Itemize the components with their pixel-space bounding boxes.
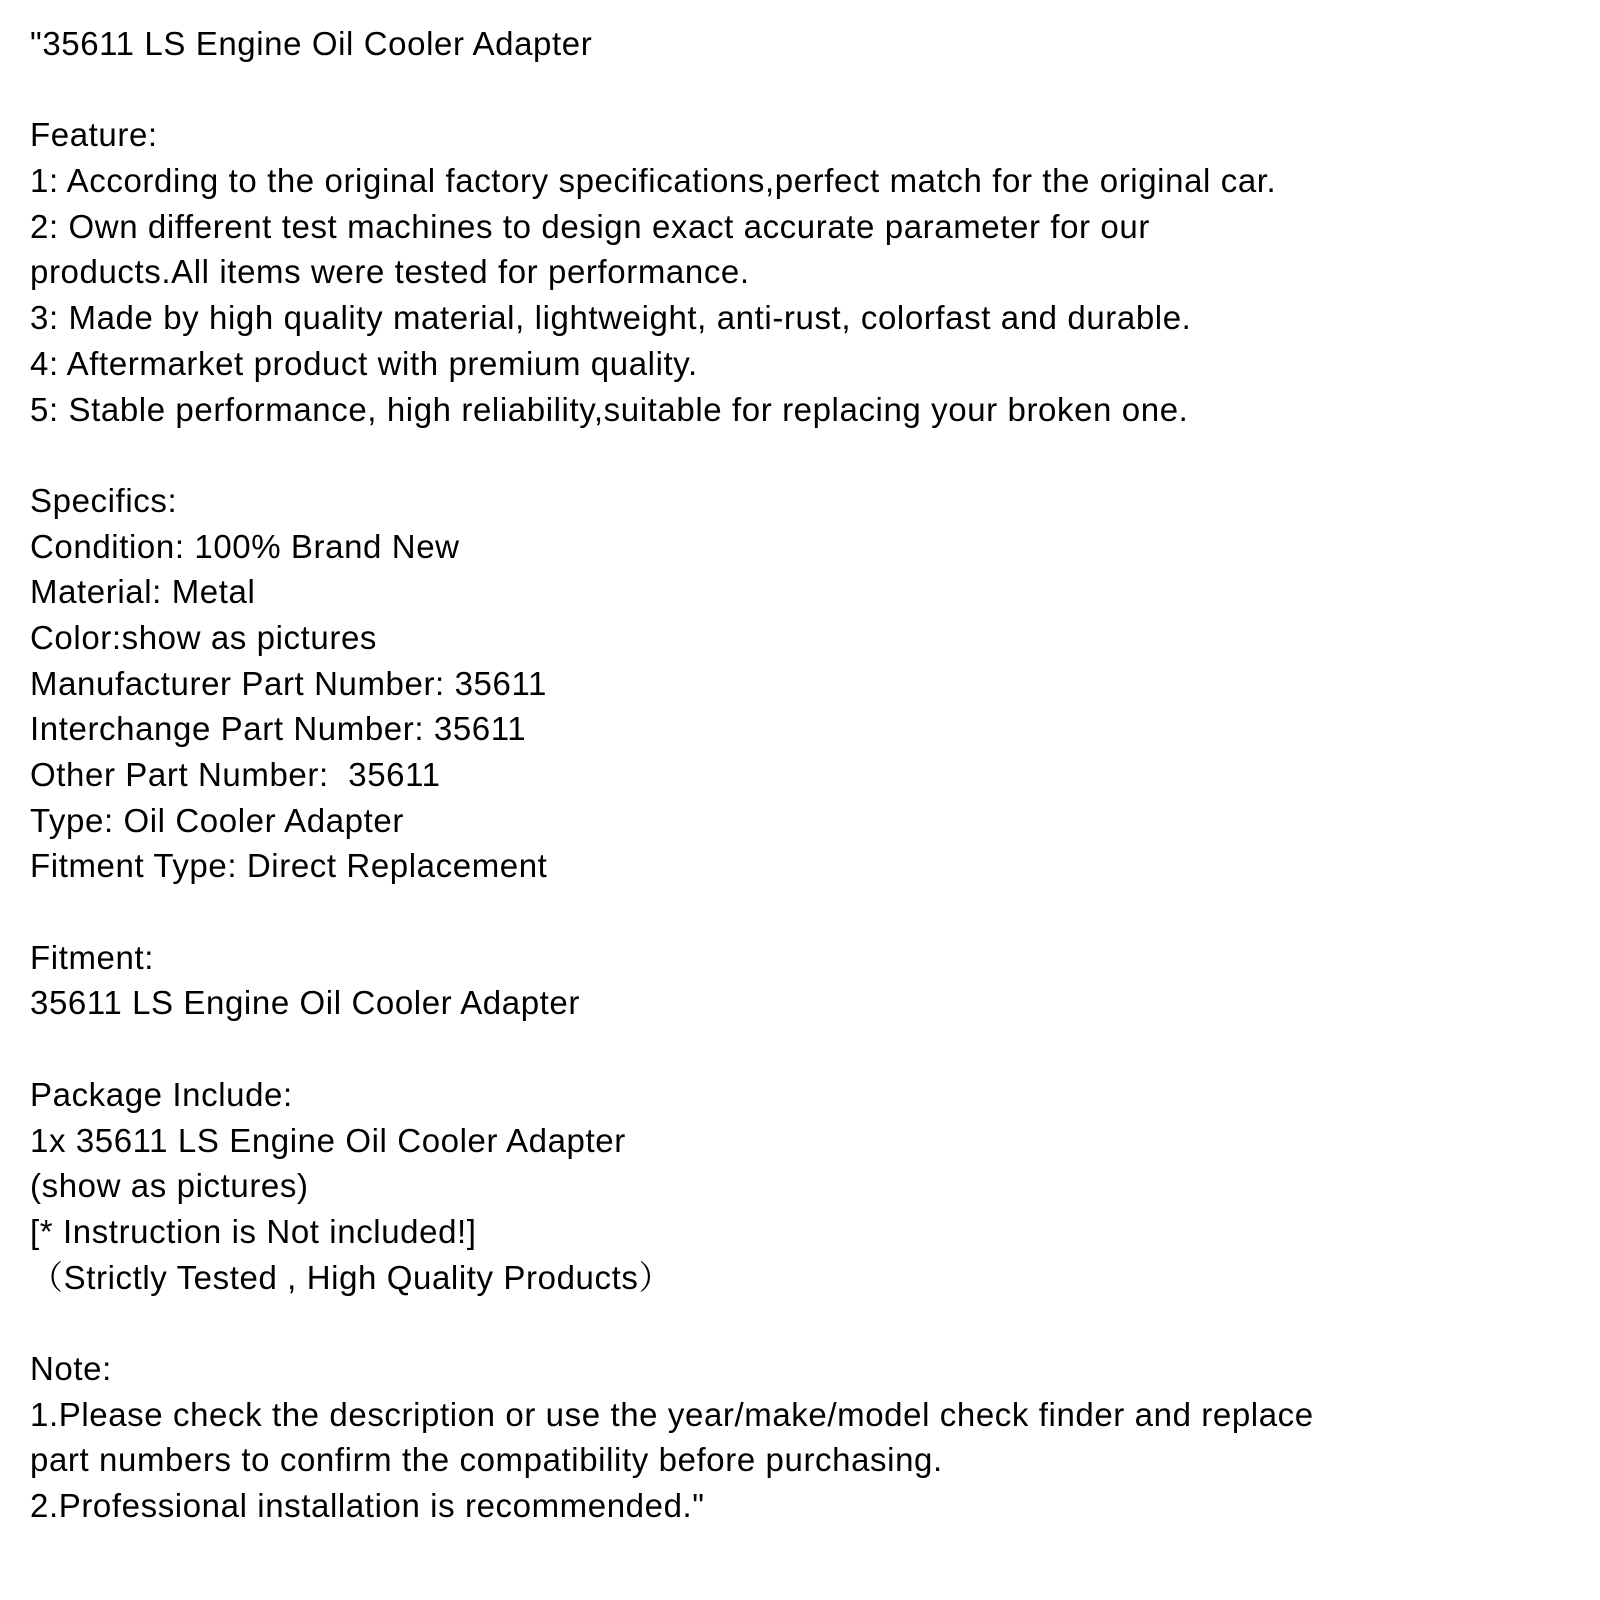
note-item-1: 1.Please check the description or use the year/make/model check finder and replace xyxy=(30,1395,1314,1433)
package-instruction-line: [* Instruction is Not included!] xyxy=(30,1212,477,1250)
fitment-heading: Fitment: xyxy=(30,938,154,976)
condition-line: Condition: 100% Brand New xyxy=(30,527,460,565)
package-include-heading: Package Include: xyxy=(30,1075,293,1113)
feature-item-2-continued: products.All items were tested for performance. xyxy=(30,253,750,291)
material-line: Material: Metal xyxy=(30,573,256,611)
package-quality-line: （Strictly Tested , High Quality Products） xyxy=(30,1258,673,1296)
blank-line xyxy=(30,889,1572,935)
note-item-2: 2.Professional installation is recommended." xyxy=(30,1487,705,1524)
feature-item-2: 2: Own different test machines to design exact accurate parameter for our xyxy=(30,207,1150,245)
blank-line xyxy=(30,1300,1572,1346)
fitment-line: 35611 LS Engine Oil Cooler Adapter xyxy=(30,984,580,1022)
fitment-type-line: Fitment Type: Direct Replacement xyxy=(30,847,548,885)
blank-line xyxy=(30,67,1572,113)
feature-item-1: 1: According to the original factory specifications,perfect match for the original car. xyxy=(30,162,1277,200)
feature-heading: Feature: xyxy=(30,116,158,154)
feature-item-5: 5: Stable performance, high reliability,suitable for replacing your broken one. xyxy=(30,390,1189,428)
interchange-part-number-line: Interchange Part Number: 35611 xyxy=(30,710,527,748)
title-line: "35611 LS Engine Oil Cooler Adapter xyxy=(30,25,593,62)
blank-line xyxy=(30,432,1572,478)
blank-line xyxy=(30,1026,1572,1072)
feature-item-3: 3: Made by high quality material, lightweight, anti-rust, colorfast and durable. xyxy=(30,299,1192,337)
package-note-pictures-line: (show as pictures) xyxy=(30,1167,309,1205)
manufacturer-part-number-line: Manufacturer Part Number: 35611 xyxy=(30,664,547,702)
specifics-heading: Specifics: xyxy=(30,481,178,519)
type-line: Type: Oil Cooler Adapter xyxy=(30,801,404,839)
package-item-line: 1x 35611 LS Engine Oil Cooler Adapter xyxy=(30,1121,626,1159)
color-line: Color:show as pictures xyxy=(30,618,378,656)
note-item-1-continued: part numbers to confirm the compatibility before purchasing. xyxy=(30,1441,943,1479)
feature-item-4: 4: Aftermarket product with premium quality. xyxy=(30,344,698,382)
other-part-number-line: Other Part Number: 35611 xyxy=(30,756,441,793)
note-heading: Note: xyxy=(30,1349,112,1387)
